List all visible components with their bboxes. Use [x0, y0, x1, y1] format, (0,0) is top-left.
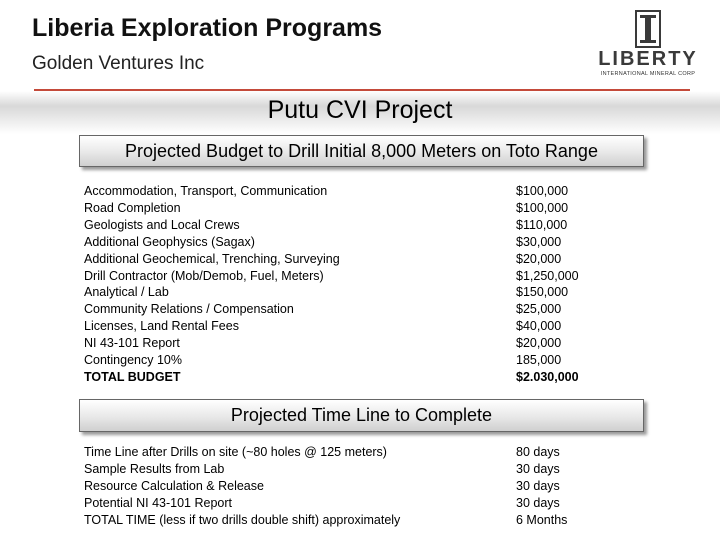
- list-item: Geologists and Local Crews: [84, 217, 240, 232]
- list-item: Additional Geophysics (Sagax): [84, 234, 255, 249]
- list-item: Licenses, Land Rental Fees: [84, 319, 239, 334]
- list-value: 30 days: [516, 461, 560, 476]
- list-value: $20,000: [516, 336, 562, 351]
- timeline-heading: Projected Time Line to Complete: [79, 399, 644, 432]
- list-value: $25,000: [516, 302, 562, 317]
- list-item: TOTAL TIME (less if two drills double shift) approximately: [84, 512, 401, 527]
- list-value: $100,000: [516, 200, 569, 215]
- list-item: Potential NI 43-101 Report: [84, 495, 233, 510]
- list-item: Time Line after Drills on site (~80 holes @ 125 meters): [84, 445, 387, 459]
- list-item: Contingency 10%: [84, 353, 182, 368]
- list-value: 30 days: [516, 495, 560, 510]
- list-value: $150,000: [516, 285, 569, 300]
- list-value: $20,000: [516, 251, 562, 266]
- budget-heading: Projected Budget to Drill Initial 8,000 Meters on Toto Range: [79, 135, 644, 167]
- list-item: NI 43-101 Report: [84, 336, 180, 351]
- list-item: Community Relations / Compensation: [84, 302, 294, 317]
- budget-total-label: TOTAL BUDGET: [84, 369, 181, 384]
- list-value: $110,000: [516, 217, 568, 232]
- list-item: Accommodation, Transport, Communication: [84, 184, 328, 198]
- logo-tagline: INTERNATIONAL MINERAL CORP: [600, 71, 696, 77]
- page-subtitle: Golden Ventures Inc: [32, 53, 205, 74]
- budget-total-value: $2.030,000: [516, 369, 579, 384]
- list-value: 6 Months: [516, 512, 568, 527]
- list-value: $100,000: [516, 184, 569, 198]
- list-value: $1,250,000: [516, 268, 579, 283]
- list-item: Additional Geochemical, Trenching, Surveying: [84, 251, 340, 266]
- list-value: $40,000: [516, 319, 562, 334]
- list-value: 30 days: [516, 478, 560, 493]
- project-title: Putu CVI Project: [267, 96, 453, 124]
- list-item: Drill Contractor (Mob/Demob, Fuel, Meters): [84, 268, 324, 283]
- timeline-item-list: [84, 444, 400, 529]
- company-logo: [596, 10, 700, 78]
- liberty-emblem-icon: [631, 10, 665, 48]
- page-title: Liberia Exploration Programs: [32, 14, 383, 42]
- list-item: Resource Calculation & Release: [84, 478, 264, 493]
- list-item: Road Completion: [84, 200, 181, 215]
- list-item: Sample Results from Lab: [84, 461, 225, 476]
- list-item: Analytical / Lab: [84, 285, 169, 300]
- list-value: 185,000: [516, 353, 562, 368]
- timeline-value-list: [516, 444, 567, 529]
- logo-wordmark: LIBERTY: [598, 48, 698, 70]
- budget-value-list: [516, 183, 579, 386]
- list-value: 80 days: [516, 445, 560, 459]
- budget-item-list: [84, 183, 340, 386]
- list-value: $30,000: [516, 234, 562, 249]
